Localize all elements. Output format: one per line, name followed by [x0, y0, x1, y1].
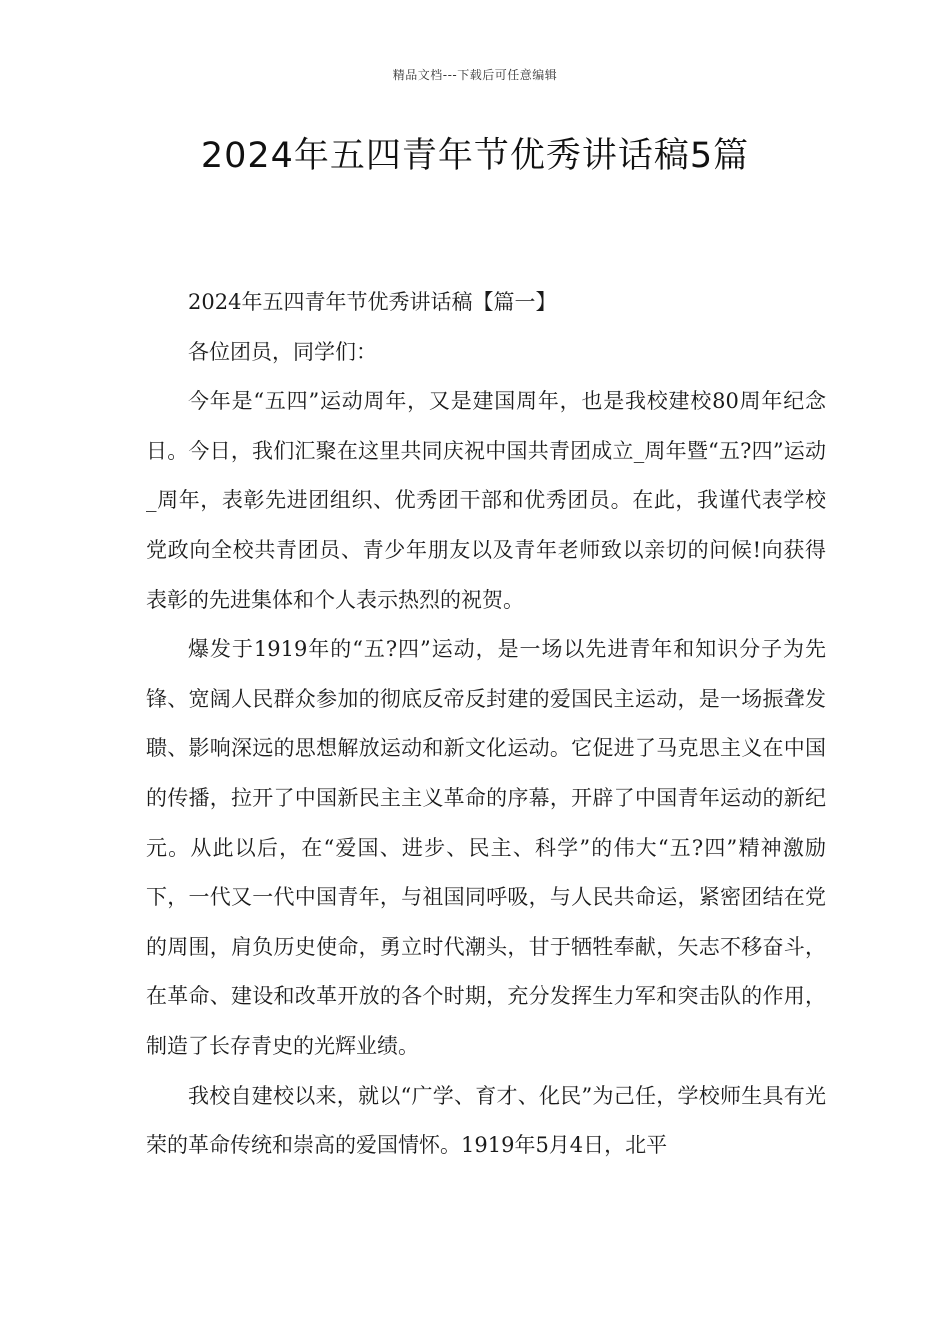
document-title: 2024年五四青年节优秀讲话稿5篇 [200, 136, 750, 176]
header-note: 精品文档---下载后可任意编辑 [392, 68, 558, 82]
document-body [146, 278, 826, 1171]
greeting: 各位团员，同学们： [188, 339, 377, 364]
paragraph-3: 我校自建校以来，就以“广学、育才、化民”为己任，学校师生具有光荣的革命传统和崇高的爱国情怀。1919年5月4日，北平 [146, 1083, 826, 1158]
paragraph-2: 爆发于1919年的“五?四”运动，是一场以先进青年和知识分子为先锋、宽阔人民群众参加的彻底反帝反封建的爱国民主运动，是一场振聋发聩、影响深远的思想解放运动和新文化运动。它促进了马克思主义在中国的传播，拉开了中国新民主主义革命的序幕，开辟了中国青年运动的新纪元。从此以后，在“爱国、进步、民主、科学”的伟大“五?四”精神激励下，一代又一代中国青年，与祖国同呼吸，与人民共命运，紧密团结在党的周围，肩负历史使命，勇立时代潮头，甘于牺牲奉献，矢志不移奋斗，在革命、建设和改革开放的各个时期，充分发挥生力军和突击队的作用，制造了长存青史的光辉业绩。 [146, 637, 826, 1058]
section-heading: 2024年五四青年节优秀讲话稿【篇一】 [188, 290, 557, 314]
paragraph-1: 今年是“五四”运动周年，又是建国周年，也是我校建校80周年纪念日。今日，我们汇聚在这里共同庆祝中国共青团成立_周年暨“五?四”运动_周年，表彰先进团组织、优秀团干部和优秀团员。在此，我谨代表学校党政向全校共青团员、青少年朋友以及青年老师致以亲切的问候!向获得表彰的先进集体和个人表示热烈的祝贺。 [146, 389, 826, 612]
